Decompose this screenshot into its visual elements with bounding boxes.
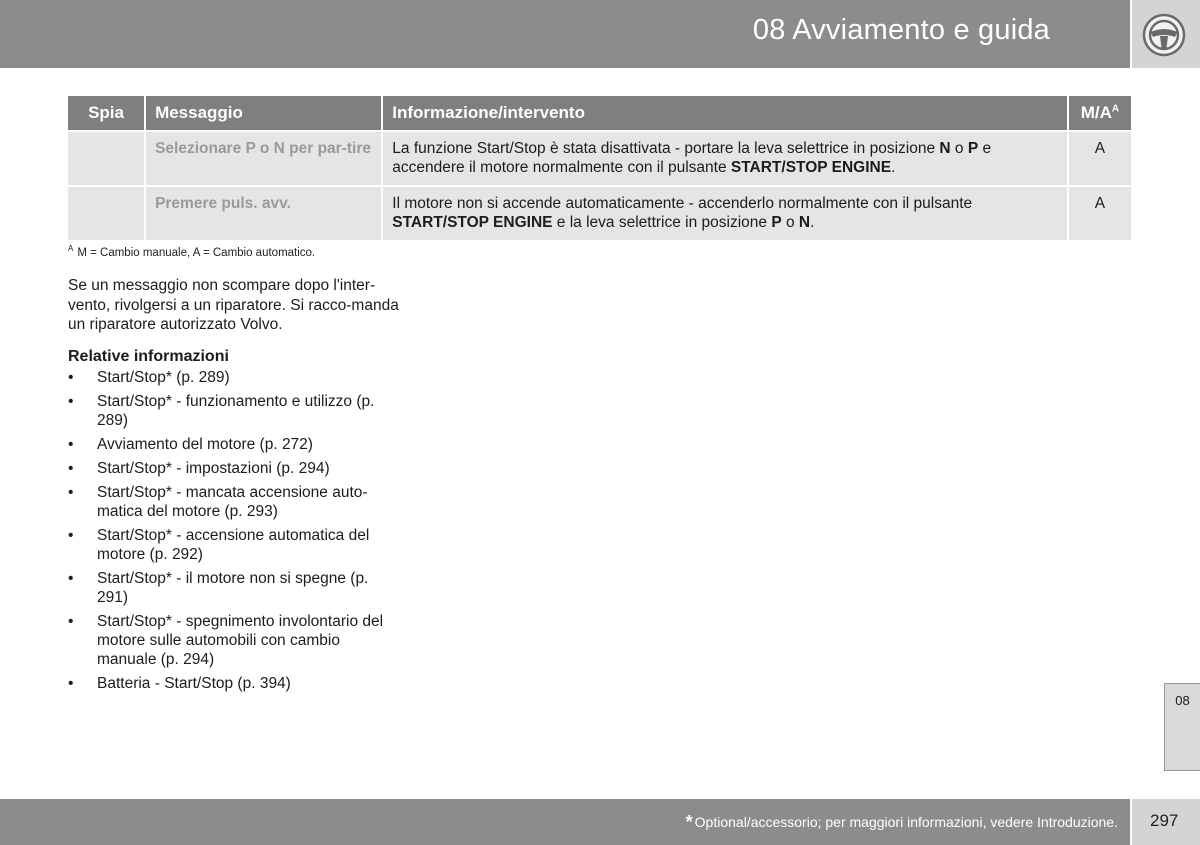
related-link[interactable] bbox=[68, 368, 398, 387]
related-link-text: Start/Stop* - mancata accensione auto-matica del motore (p. 293) bbox=[97, 484, 368, 520]
chapter-title: 08 Avviamento e guida bbox=[752, 14, 1050, 46]
bullet: • bbox=[68, 484, 74, 501]
related-info-list bbox=[68, 368, 398, 698]
related-link-text: Start/Stop* - il motore non si spegne (p. 291) bbox=[97, 570, 369, 606]
bold-term: START/STOP ENGINE bbox=[730, 159, 892, 176]
footer-note bbox=[686, 812, 1118, 833]
bullet: • bbox=[68, 369, 74, 386]
footer-note-text: Optional/accessorio; per maggiori informazioni, vedere Introduzione. bbox=[694, 814, 1118, 830]
related-link[interactable] bbox=[68, 526, 398, 564]
info-text: . bbox=[891, 159, 896, 176]
message-cell: Premere puls. avv. bbox=[146, 185, 383, 240]
bold-term: P bbox=[967, 140, 979, 157]
related-info-heading: Relative informazioni bbox=[68, 348, 229, 365]
bullet: • bbox=[68, 613, 74, 630]
info-cell bbox=[383, 185, 1069, 240]
col-header-spia: Spia bbox=[68, 96, 146, 130]
ma-cell: A bbox=[1069, 185, 1131, 240]
info-cell bbox=[383, 130, 1069, 185]
asterisk-icon: * bbox=[685, 812, 693, 832]
bullet: • bbox=[68, 570, 74, 587]
steering-wheel-icon bbox=[1141, 12, 1187, 58]
info-text: o bbox=[781, 214, 799, 231]
body-paragraph: Se un messaggio non scompare dopo l'inter-vento, rivolgersi a un riparatore. Si racco-manda un riparatore autorizzato Volvo. bbox=[68, 277, 399, 333]
info-text: . bbox=[810, 214, 815, 231]
bullet: • bbox=[68, 527, 74, 544]
spia-cell bbox=[68, 185, 146, 240]
info-text: e la leva selettrice in posizione bbox=[552, 214, 772, 231]
related-link-text: Start/Stop* (p. 289) bbox=[97, 369, 230, 386]
related-link-text: Start/Stop* - accensione automatica del motore (p. 292) bbox=[97, 527, 370, 563]
header-bar bbox=[0, 0, 1130, 68]
info-text: La funzione Start/Stop è stata disattivata - portare la leva selettrice in posizione bbox=[392, 140, 940, 157]
bold-term: N bbox=[939, 140, 951, 157]
col-header-ma bbox=[1069, 96, 1131, 130]
col-header-informazione: Informazione/intervento bbox=[383, 96, 1069, 130]
related-link[interactable] bbox=[68, 435, 398, 454]
bullet: • bbox=[68, 675, 74, 692]
related-link[interactable] bbox=[68, 392, 398, 430]
info-text: Il motore non si accende automaticamente - accenderlo normalmente con il pulsante bbox=[392, 195, 973, 212]
bold-term: N bbox=[798, 214, 811, 231]
related-link-text: Start/Stop* - funzionamento e utilizzo (p. 289) bbox=[97, 393, 375, 429]
related-link-text: Batteria - Start/Stop (p. 394) bbox=[97, 675, 291, 692]
related-link-text: Start/Stop* - spegnimento involontario del motore sulle automobili con cambio manuale (p. 294) bbox=[97, 613, 384, 668]
related-link-text: Start/Stop* - impostazioni (p. 294) bbox=[97, 460, 330, 477]
spia-cell bbox=[68, 130, 146, 185]
table-row bbox=[68, 185, 1131, 240]
related-link[interactable] bbox=[68, 483, 398, 521]
ma-cell: A bbox=[1069, 130, 1131, 185]
related-link[interactable] bbox=[68, 569, 398, 607]
col-header-ma-label: M/A bbox=[1080, 103, 1112, 122]
message-cell: Selezionare P o N per par-tire bbox=[146, 130, 383, 185]
chapter-side-tab: 08 bbox=[1164, 683, 1200, 771]
related-link-text: Avviamento del motore (p. 272) bbox=[97, 436, 313, 453]
page-number: 297 bbox=[1150, 811, 1179, 830]
related-link[interactable] bbox=[68, 674, 398, 693]
related-link[interactable] bbox=[68, 612, 398, 669]
footnote-text: M = Cambio manuale, A = Cambio automatico. bbox=[77, 246, 316, 259]
messages-table bbox=[68, 96, 1131, 240]
table-row bbox=[68, 130, 1131, 185]
footnote-marker-sup: A bbox=[1111, 103, 1120, 115]
table-footnote bbox=[68, 244, 315, 259]
col-header-messaggio: Messaggio bbox=[146, 96, 383, 130]
bullet: • bbox=[68, 393, 74, 410]
related-link[interactable] bbox=[68, 459, 398, 478]
info-text: e accendere il motore normalmente con il pulsante bbox=[392, 140, 992, 176]
bold-term: START/STOP ENGINE bbox=[392, 214, 553, 231]
bullet: • bbox=[68, 436, 74, 453]
bullet: • bbox=[68, 460, 74, 477]
table-header-row bbox=[68, 96, 1131, 130]
bold-term: P bbox=[771, 214, 782, 231]
info-text: o bbox=[950, 140, 968, 157]
footnote-marker: A bbox=[68, 244, 74, 253]
